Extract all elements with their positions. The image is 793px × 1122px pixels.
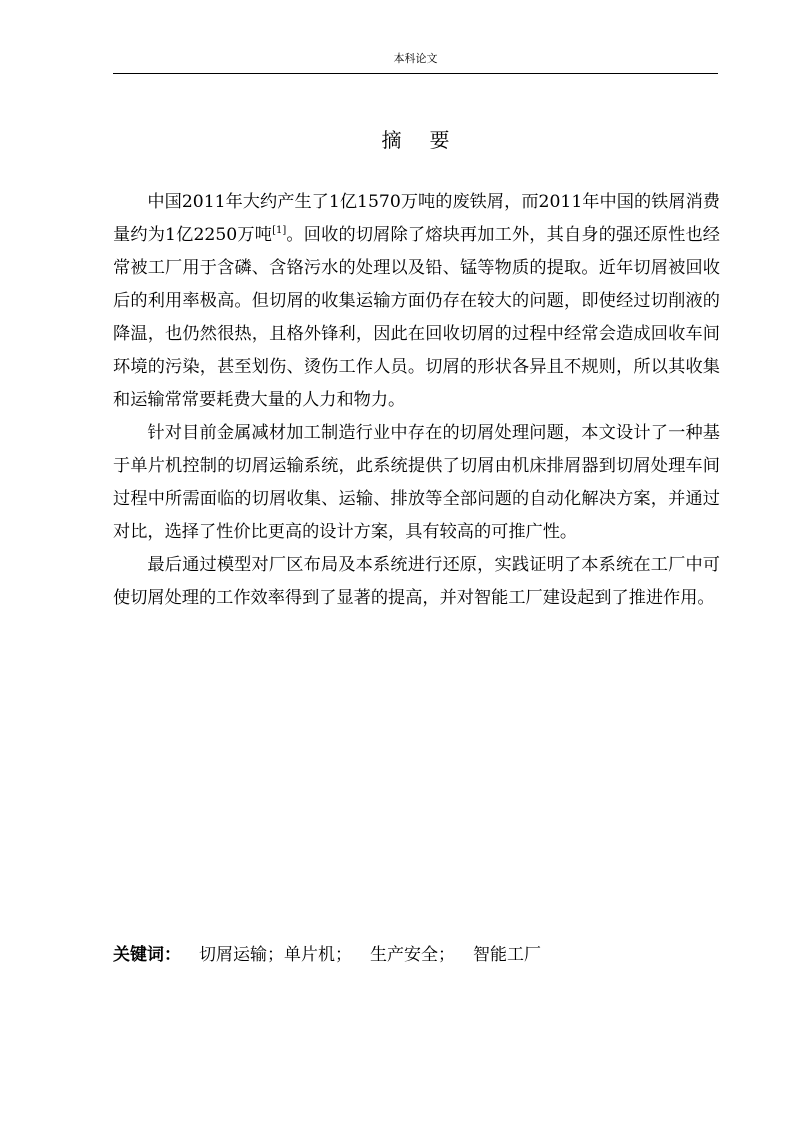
abstract-paragraph-2: 针对目前金属减材加工制造行业中存在的切屑处理问题，本文设计了一种基于单片机控制的切屑运输系统，此系统提供了切屑由机床排屑器到切屑处理车间过程中所需面临的切屑收集、运输、排放等全部问题的自动化解决方案，并通过对比，选择了性价比更高的设计方案，具有较高的可推广性。 — [113, 423, 720, 542]
citation-ref: [1] — [272, 225, 287, 236]
keyword-item: 切屑运输；单片机； — [199, 945, 352, 965]
abstract-title: 摘要 — [381, 128, 478, 152]
header-rule — [113, 73, 718, 74]
keywords-label: 关键词： — [113, 945, 181, 965]
paragraph-1-text-b: 。回收的切屑除了熔块再加工外，其自身的强还原性也经常被工厂用于含磷、含铬污水的处理以及铅、锰等物质的提取。近年切屑被回收后的利用率极高。但切屑的收集运输方面仍存在较大的问题，即使经过切削液的降温，也仍然很热，且格外锋利，因此在回收切屑的过程中经常会造成回收车间环境的污染，甚至划伤、烫伤工作人员。切屑的形状各异且不规则，所以其收集和运输常常要耗费大量的人力和物力。 — [113, 225, 720, 410]
abstract-paragraph-1 — [113, 186, 720, 417]
keyword-item: 生产安全； — [370, 945, 455, 965]
keywords-line — [113, 940, 541, 970]
abstract-body — [113, 186, 720, 615]
paragraph-1-text-a: 中国2011年大约产生了1亿1570万吨的废铁屑，而2011年中国的铁屑消费量约为1亿2250万吨 — [113, 192, 720, 245]
page-header: 本科论文 — [393, 52, 438, 65]
abstract-paragraph-3: 最后通过模型对厂区布局及本系统进行还原，实践证明了本系统在工厂中可使切屑处理的工作效率得到了显著的提高，并对智能工厂建设起到了推进作用。 — [113, 555, 720, 608]
keyword-item: 智能工厂 — [473, 945, 541, 965]
